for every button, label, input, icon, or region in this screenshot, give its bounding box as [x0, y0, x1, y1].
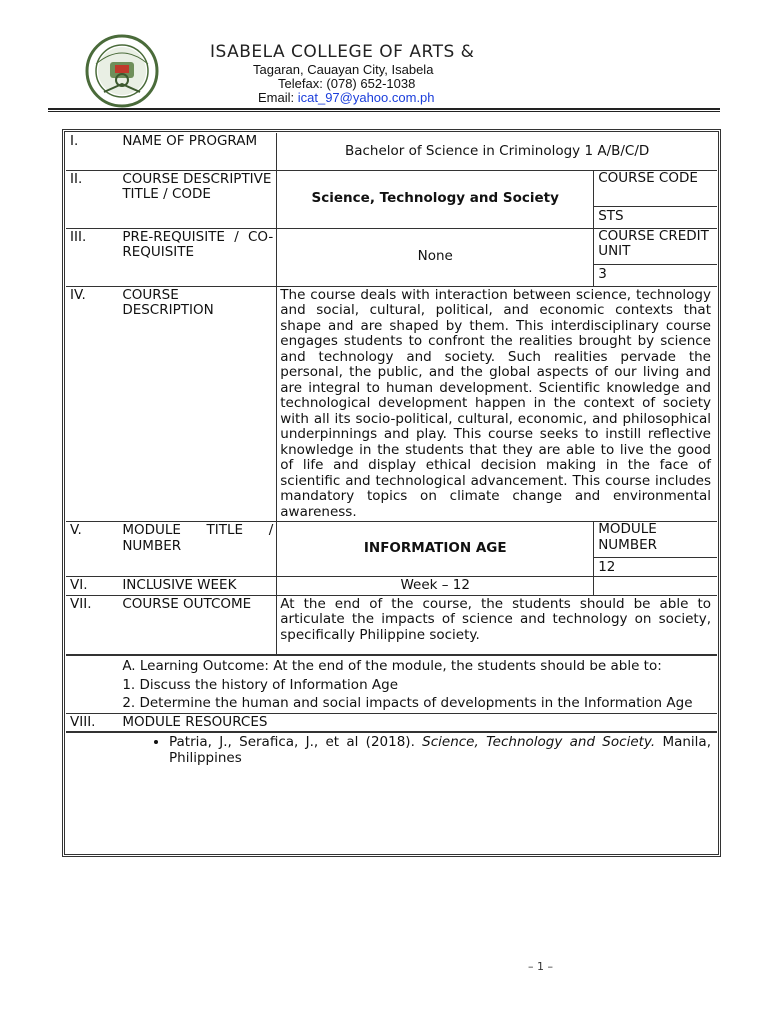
- page-number: – 1 –: [528, 960, 553, 973]
- row-number: V.: [66, 522, 119, 577]
- inclusive-week-side: [594, 577, 717, 596]
- college-telefax: Telefax: (078) 652-1038: [278, 76, 416, 91]
- table-row: [66, 732, 717, 776]
- row-label: NAME OF PROGRAM: [122, 133, 258, 149]
- reference-title: Science, Technology and Society.: [422, 734, 656, 750]
- inclusive-week: Week – 12: [277, 577, 594, 596]
- email-label: Email:: [258, 90, 298, 105]
- credit-unit-value: 3: [598, 265, 607, 282]
- list-item: [169, 735, 714, 766]
- learning-outcome-intro: A. Learning Outcome: At the end of the module, the students should be able to:: [122, 658, 662, 674]
- course-code-value: STS: [598, 207, 624, 224]
- table-row: [66, 577, 717, 596]
- prerequisite-value: None: [277, 228, 594, 286]
- table-row: [66, 286, 717, 522]
- college-seal-icon: [74, 34, 170, 108]
- learning-outcome-item: 2. Determine the human and social impacts of developments in the Information Age: [122, 695, 693, 711]
- table-row: [66, 595, 717, 655]
- course-code-label: COURSE CODE: [594, 171, 717, 207]
- row-label: PRE-REQUISITE / CO-REQUISITE: [119, 228, 276, 286]
- row-number: I.: [70, 133, 79, 149]
- learning-outcome: [119, 655, 717, 713]
- module-number-cell: [594, 522, 717, 577]
- learning-outcome-item: 1. Discuss the history of Information Age: [122, 676, 399, 693]
- program-name: Bachelor of Science in Criminology 1 A/B/C/D: [277, 133, 717, 170]
- table-row: [66, 170, 717, 228]
- reference-publisher: Manila, Philippines: [169, 734, 711, 766]
- table-row: [66, 655, 717, 713]
- table-row: [66, 228, 717, 286]
- course-info-table: [66, 133, 717, 776]
- header-rule-thick: [48, 108, 720, 110]
- resource-list: [66, 732, 717, 776]
- row-label: INCLUSIVE WEEK: [119, 577, 276, 596]
- row-number: VI.: [66, 577, 119, 596]
- row-label: MODULE TITLE / NUMBER: [119, 522, 276, 577]
- row-number: VIII.: [66, 713, 119, 732]
- module-number-label: MODULE NUMBER: [594, 522, 717, 558]
- module-number-value: 12: [598, 559, 616, 575]
- row-label: COURSE OUTCOME: [119, 595, 276, 655]
- header-rule-thin: [48, 111, 720, 112]
- row-number: II.: [66, 170, 119, 228]
- row-number: VII.: [66, 595, 119, 655]
- course-description: The course deals with interaction between science, technology and social, cultural, political, and economic contexts that shape and are shaped by them. This interdisciplinary course engages students to confront the realities brought by science and technology and society. Such realities pervade the personal, the public, and the global aspects of our living and are integral to human development. Scientific knowledge and technological development happen in the context of society with all its socio-political, cultural, economic, and philosophical underpinnings and play. This course seeks to instill reflective knowledge in the students that they are able to live the good of life and display ethical decision making in the face of scientific and technological advancement. This course includes mandatory topics on climate change and environmental awareness.: [277, 286, 717, 522]
- reference-authors: Patria, J., Serafica, J., et al (2018).: [169, 734, 423, 750]
- row-number: IV.: [66, 286, 119, 522]
- college-address: Tagaran, Cauayan City, Isabela: [253, 62, 434, 77]
- email-link[interactable]: icat_97@yahoo.com.ph: [297, 90, 435, 105]
- table-row: [66, 133, 717, 170]
- module-title: INFORMATION AGE: [277, 522, 594, 577]
- credit-unit-label: COURSE CREDIT UNIT: [594, 229, 717, 265]
- letterhead: [0, 0, 768, 112]
- row-label: COURSE DESCRIPTIVE TITLE / CODE: [119, 170, 276, 228]
- college-email-line: [258, 90, 435, 105]
- course-outcome: At the end of the course, the students should be able to articulate the impacts of science and technology on society, specifically Philippine society.: [277, 595, 717, 655]
- table-row: [66, 522, 717, 577]
- row-number: III.: [66, 228, 119, 286]
- row-label: COURSE DESCRIPTION: [119, 286, 276, 522]
- college-name: ISABELA COLLEGE OF ARTS &: [210, 42, 475, 62]
- row-label: MODULE RESOURCES: [119, 713, 717, 732]
- course-code-cell: [594, 170, 717, 228]
- table-row: [66, 713, 717, 732]
- credit-unit-cell: [594, 228, 717, 286]
- course-title: Science, Technology and Society: [277, 170, 594, 228]
